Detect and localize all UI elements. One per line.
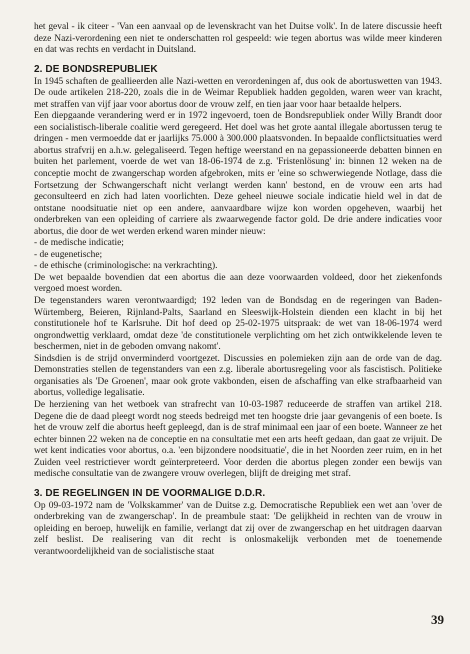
intro-paragraph: het geval - ik citeer - 'Van een aanvaal op de levenskracht van het Duitse volk'. In de latere discussie heeft deze Nazi-verordening een niet te onderschatten rol gespeeld: wie tegen abortus was wilde meer kinderen en dat was rechts en verdacht in Duitsland. bbox=[34, 22, 442, 56]
section-heading-ddr: 3. DE REGELINGEN IN DE VOORMALIGE D.D.R. bbox=[34, 487, 266, 499]
page-number: 39 bbox=[431, 612, 444, 627]
paragraph: De tegenstanders waren verontwaardigd; 192 leden van de Bondsdag en de regeringen van Baden-Würtemberg, Beieren, Rijnland-Palts, Saarland en Sleeswijk-Holstein dienden een klacht in bij het constitutionele hof te Karlsruhe. Dit hof deed op 25-02-1975 uitspraak: de wet van 18-06-1974 werd ongrondwettig verklaard, omdat deze 'de constitutionele verplichting om het zich ontwikkelende leven te beschermen, niet in de geboden omvang nakomt'. bbox=[34, 296, 442, 353]
page-body bbox=[34, 22, 442, 559]
paragraph: Sindsdien is de strijd onverminderd voortgezet. Discussies en polemieken zijn aan de orde van de dag. Demonstraties stellen de tegenstanders van een z.g. liberale abortusregeling voor als fascistisch. Politieke organisaties als 'De Groenen', maar ook grote vakbonden, eisen de afschaffing van elke strafbaarheid van abortus, volledige legalisatie. bbox=[34, 353, 442, 399]
paragraph: De herziening van het wetboek van strafrecht van 10-03-1987 reduceerde de straffen van artikel 218. Degene die de daad pleegt wordt nog steeds bedreigd met ten hoogste drie jaar gevangenis of een boete. Is het de vrouw zelf die abortus heeft gepleegd, dan is de straf minimaal een jaar of een boete. Wanneer ze het echter binnen 22 weken na de conceptie en na consultatie met een arts heeft gedaan, dan gaat ze vrijuit. De wet kent indicaties voor abortus, o.a. 'een bijzondere noodsituatie', die in het Noorden zeer ruim, en in het Zuiden veel restrictiever wordt geïnterpreteerd. Voor derden die abortus plegen zonder een bewijs van medische consultatie van de zwangere vrouw overlegen, blijft de dreiging met straf. bbox=[34, 399, 442, 480]
list-item: - de ethische (criminologische: na verkrachting). bbox=[34, 261, 442, 273]
paragraph: Een diepgaande verandering werd er in 1972 ingevoerd, toen de Bondsrepubliek onder Willy Brandt door een socialistisch-liberale coalitie werd geregeerd. Het doel was het grote aantal illegale abortussen terug te dringen - men vermoedde dat er jaarlijks 75.000 à 300.000 plaatsvonden. In bepaalde conflictsituaties werd abortus strafvrij en a.h.w. gelegaliseerd. Tegen heftige weerstand en na gepassioneerde debatten binnen en buiten het parlement, voerde de wet van 18-06-1974 de z.g. 'Fristenlösung' in: binnen 12 weken na de conceptie mocht de zwangerschap worden afgebroken, mits er 'eine so schwerwiegende Notlage, dass die Fortsetzung der Schwangerschaft nicht verlangt werden kann' bestond, en de vrouw een arts had geconsulteerd en zich had laten voorlichten. Deze geheel nieuwe sociale indicatie hield wel in dat de ontstane noodsituatie niet op een andere, aanvaardbare wijze kon worden opgeheven, waarbij het onderbreken van een opleiding of carriere als zwaarwegende factor gold. De drie andere indicaties voor abortus, die door de wet werden erkend waren minder nieuw: bbox=[34, 111, 442, 237]
paragraph: Op 09-03-1972 nam de 'Volkskammer' van de Duitse z.g. Democratische Republiek een wet aan 'over de onderbreking van de zwangerschap'. In de preambule staat: 'De gelijkheid in rechten van de vrouw in opleiding en beroep, huwelijk en familie, verlangt dat zij over de zwangerschap en het uitdragen daarvan zelf beslist. De realisering van dit recht is onlosmakelijk verbonden met de toenemende verantwoordelijkheid van de socialistische staat bbox=[34, 500, 442, 557]
section-heading-bondsrepubliek: 2. DE BONDSREPUBLIEK bbox=[34, 63, 158, 75]
indication-list bbox=[34, 238, 442, 273]
list-item: - de medische indicatie; bbox=[34, 238, 442, 250]
list-item: - de eugenetische; bbox=[34, 250, 442, 262]
paragraph: In 1945 schaften de geallieerden alle Nazi-wetten en verordeningen af, dus ook de abortuswetten van 1943. De oude artikelen 218-220, zoals die in de Weimar Republiek hadden gegolden, waren weer van kracht, met straffen van vijf jaar voor abortus door de vrouw zelf, en tien jaar voor haar betaalde helpers. bbox=[34, 76, 442, 110]
paragraph: De wet bepaalde bovendien dat een abortus die aan deze voorwaarden voldeed, door het ziekenfonds vergoed moest worden. bbox=[34, 272, 442, 295]
